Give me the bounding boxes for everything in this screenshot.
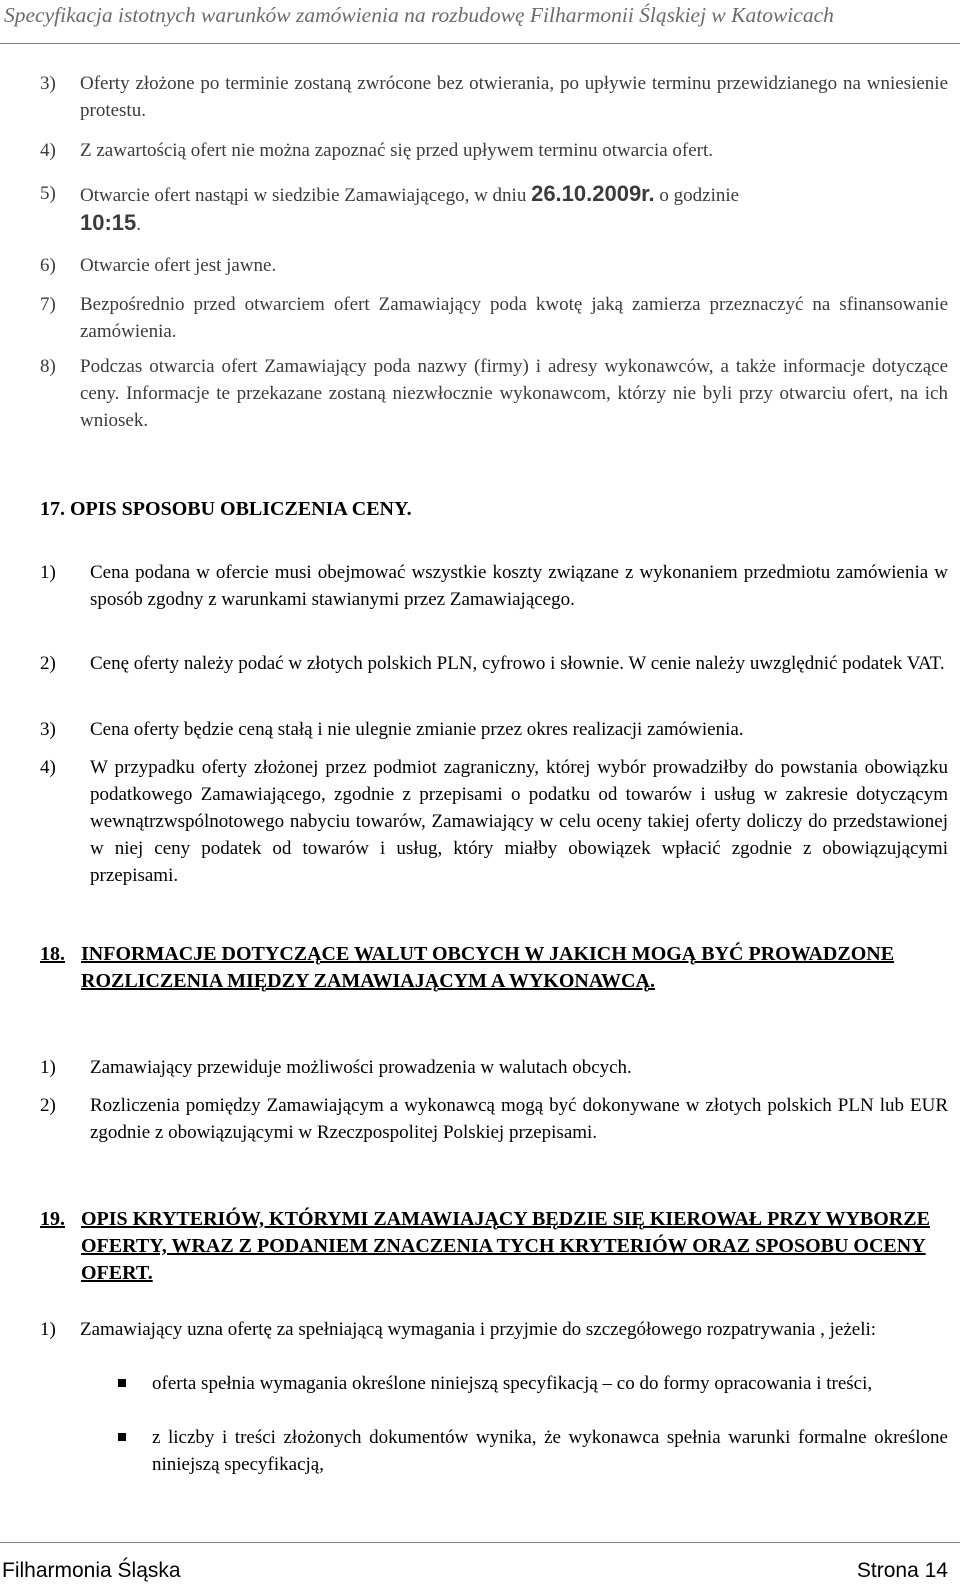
header-title: Specyfikacja istotnych warunków zamówienia na rozbudowę Filharmonii Śląskiej w Katowicach — [4, 3, 834, 27]
item-number: 5) — [40, 183, 56, 204]
section-title: INFORMACJE DOTYCZĄCE WALUT OBCYCH W JAKICH MOGĄ BYĆ PROWADZONE ROZLICZENIA MIĘDZY ZAMAWIAJĄCYM A WYKONAWCĄ. — [81, 943, 895, 992]
section-17-heading: 17. OPIS SPOSOBU OBLICZENIA CENY. — [40, 498, 412, 520]
item-text: Cena oferty będzie ceną stałą i nie ulegnie zmianie przez okres realizacji zamówienia. — [90, 719, 744, 740]
item-text: Podczas otwarcia ofert Zamawiający poda nazwy (firmy) i adresy wykonawców, a także informacje dotyczące ceny. Informacje te przekazane zostaną niezwłocznie wykonawcom, którzy nie byli przy otwarciu ofert, na ich wniosek. — [80, 356, 948, 431]
list-item — [40, 180, 948, 238]
item-text: Zamawiający uzna ofertę za spełniającą wymagania i przyjmie do szczegółowego rozpatrywania , jeżeli: — [80, 1319, 877, 1340]
item-text: Oferty złożone po terminie zostaną zwrócone bez otwierania, po upływie terminu przewidzianego na wniesienie protestu. — [80, 73, 948, 121]
list-item — [40, 1092, 948, 1146]
section-number: 18. — [40, 943, 65, 965]
list-item — [40, 754, 948, 889]
bullet-item — [118, 1370, 948, 1397]
page-header — [0, 0, 960, 44]
item-text: Bezpośrednio przed otwarciem ofert Zamawiający poda kwotę jaką zamierza przeznaczyć na sfinansowanie zamówienia. — [80, 294, 948, 342]
page-number: Strona 14 — [856, 1559, 948, 1582]
item-number: 2) — [40, 1095, 56, 1116]
section-18-heading — [40, 941, 948, 995]
list-item — [40, 137, 948, 164]
item-number: 1) — [40, 1319, 56, 1340]
item-number: 3) — [40, 719, 56, 740]
item-number: 4) — [40, 757, 56, 778]
item-number: 8) — [40, 356, 56, 377]
item-text: Cenę oferty należy podać w złotych polskich PLN, cyfrowo i słownie. W cenie należy uwzględnić podatek VAT. — [90, 653, 945, 674]
section-number: 19. — [40, 1208, 65, 1230]
item-number: 1) — [40, 562, 56, 583]
list-item — [40, 1316, 948, 1343]
item-number: 3) — [40, 73, 56, 94]
item-number: 2) — [40, 653, 56, 674]
footer-organization: Filharmonia Śląska — [2, 1559, 181, 1582]
item-number: 7) — [40, 294, 56, 315]
list-item — [40, 291, 948, 345]
item-text: Z zawartością ofert nie można zapoznać się przed upływem terminu otwarcia ofert. — [80, 140, 714, 161]
item-text: Zamawiający przewiduje możliwości prowadzenia w walutach obcych. — [90, 1057, 632, 1078]
item-number: 4) — [40, 140, 56, 161]
list-item — [40, 1054, 948, 1081]
section-19-heading — [40, 1206, 948, 1287]
item-number: 1) — [40, 1057, 56, 1078]
item-number: 6) — [40, 255, 56, 276]
item-text: Rozliczenia pomiędzy Zamawiającym a wykonawcą mogą być dokonywane w złotych polskich PLN lub EUR zgodnie z obowiązującymi w Rzeczpospolitej Polskiej przepisami. — [90, 1095, 948, 1143]
square-bullet-icon — [118, 1433, 126, 1441]
square-bullet-icon — [118, 1379, 126, 1387]
page-footer — [0, 1542, 960, 1589]
item-text: Otwarcie ofert nastąpi w siedzibie Zamawiającego, w dniu 26.10.2009r. o godzinie 10:15. — [80, 181, 740, 235]
list-item — [40, 650, 948, 677]
item-text: W przypadku oferty złożonej przez podmiot zagraniczny, której wybór prowadziłby do powstania obowiązku podatkowego Zamawiającego, zgodnie z przepisami o podatku od towarów i usług w zakresie dotyczącym wewnątrzwspólnotowego nabyciu towarów, Zamawiający w celu oceny takiej oferty doliczy do przedstawionej w niej ceny podatek od towarów i usług, który miałby obowiązek wpłacić zgodnie z obowiązującymi przepisami. — [90, 757, 948, 886]
item-text: Cena podana w ofercie musi obejmować wszystkie koszty związane z wykonaniem przedmiotu zamówienia w sposób zgodny z warunkami stawianymi przez Zamawiającego. — [90, 562, 948, 610]
opening-time: 10:15 — [80, 210, 137, 235]
list-item — [40, 716, 948, 743]
list-item — [40, 353, 948, 434]
item-text: Otwarcie ofert jest jawne. — [80, 255, 277, 276]
bullet-text: z liczby i treści złożonych dokumentów wynika, że wykonawca spełnia warunki formalne określone niniejszą specyfikacją, — [152, 1427, 948, 1475]
section-title: OPIS KRYTERIÓW, KTÓRYMI ZAMAWIAJĄCY BĘDZIE SIĘ KIEROWAŁ PRZY WYBORZE OFERTY, WRAZ Z PODANIEM ZNACZENIA TYCH KRYTERIÓW ORAZ SPOSOBU OCENY OFERT. — [81, 1208, 930, 1284]
bullet-item — [118, 1424, 948, 1478]
bullet-text: oferta spełnia wymagania określone niniejszą specyfikacją – co do formy opracowania i treści, — [152, 1373, 873, 1394]
list-item — [40, 70, 948, 124]
opening-date: 26.10.2009r. — [531, 181, 655, 206]
list-item — [40, 559, 948, 613]
list-item — [40, 252, 948, 279]
